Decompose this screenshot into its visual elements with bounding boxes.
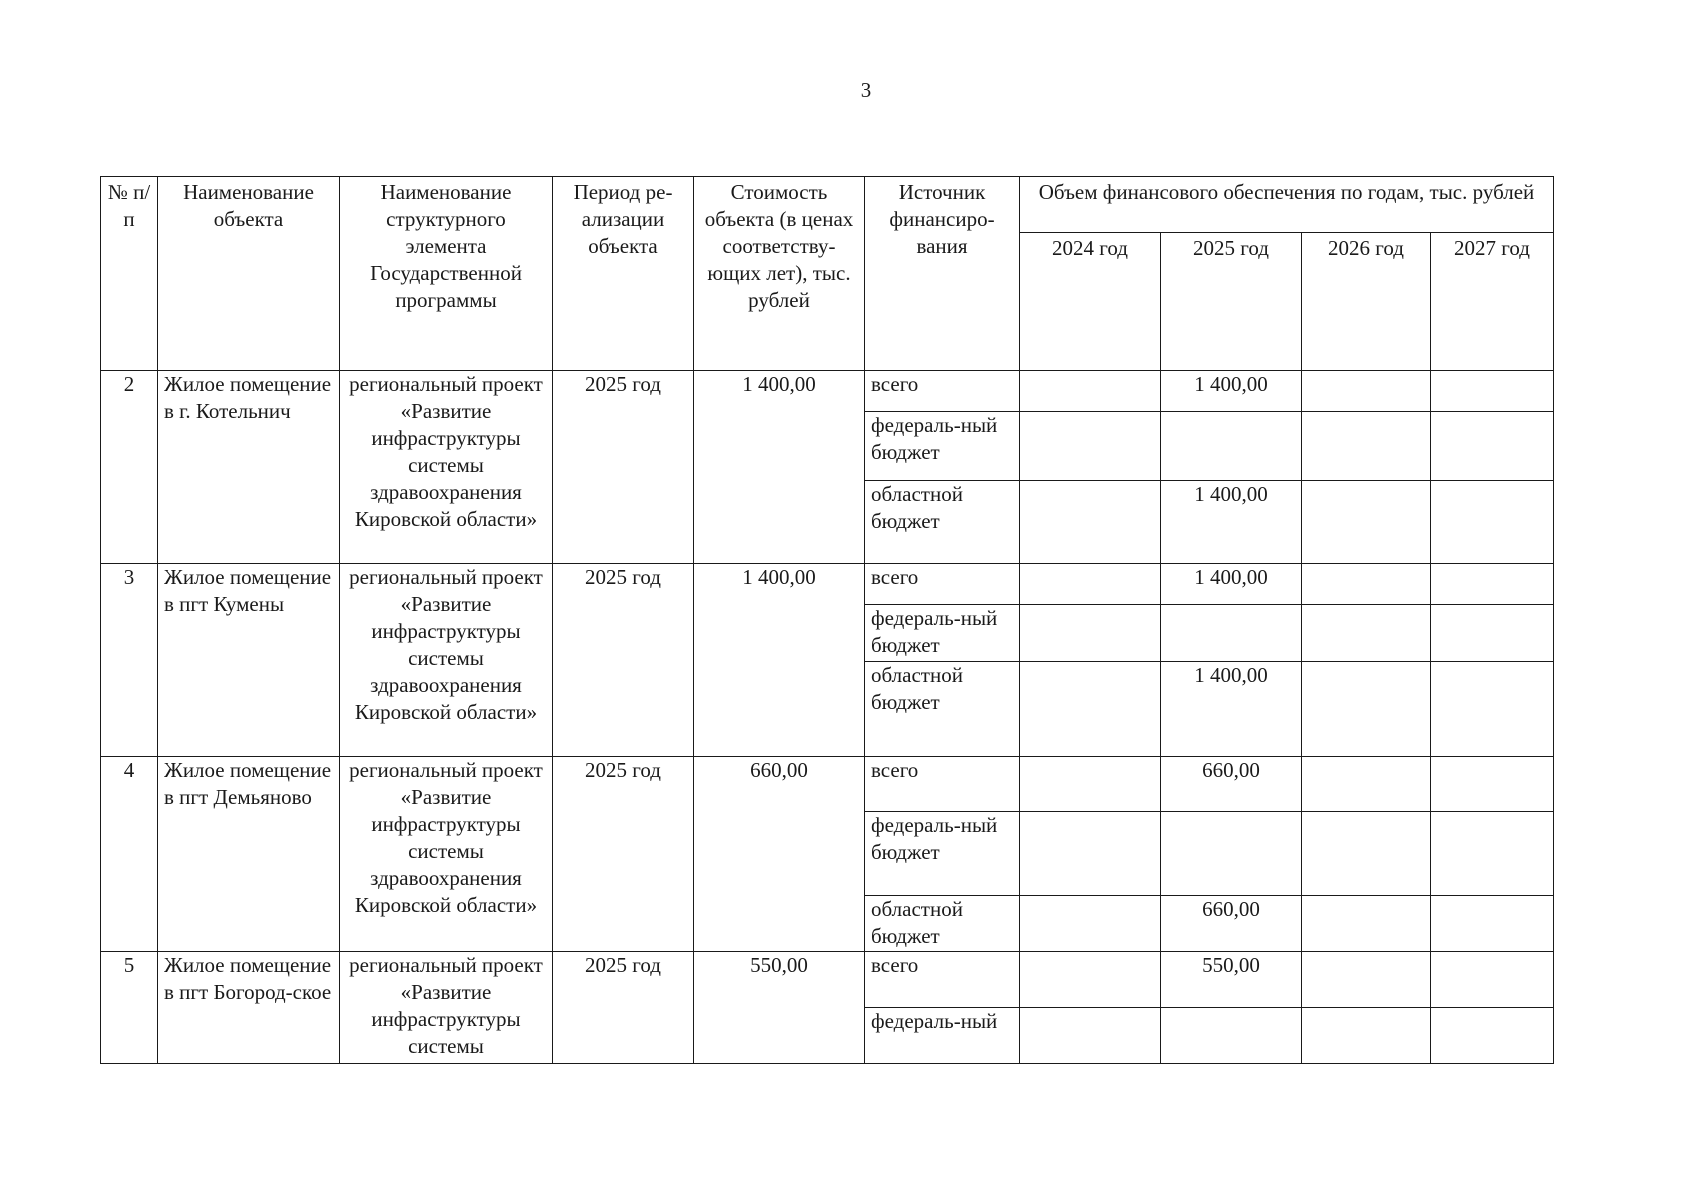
row-num: 2 [101, 371, 158, 564]
value-2027 [1431, 371, 1554, 412]
value-2027 [1431, 564, 1554, 605]
row-object-name: Жилое помещение в пгт Кумены [158, 564, 340, 757]
source-label: федераль-ный бюджет [865, 605, 1020, 662]
source-label: областной бюджет [865, 481, 1020, 564]
source-label: федераль-ный бюджет [865, 412, 1020, 481]
value-2025: 1 400,00 [1161, 564, 1302, 605]
row-num: 5 [101, 952, 158, 1064]
header-program-element: Наименование структурного элемента Государственной программы [340, 177, 553, 371]
row-period: 2025 год [553, 757, 694, 952]
row-period: 2025 год [553, 564, 694, 757]
header-source: Источник финансиро-вания [865, 177, 1020, 371]
value-2027 [1431, 481, 1554, 564]
value-2024 [1020, 481, 1161, 564]
value-2025 [1161, 1008, 1302, 1064]
value-2024 [1020, 757, 1161, 812]
row-num: 3 [101, 564, 158, 757]
header-period: Период ре-ализации объекта [553, 177, 694, 371]
value-2025: 660,00 [1161, 896, 1302, 952]
value-2025 [1161, 812, 1302, 896]
source-label: федераль-ный бюджет [865, 812, 1020, 896]
row-program-element: региональный проект «Развитие инфраструктуры системы здравоохранения Кировской области» [340, 371, 553, 564]
value-2027 [1431, 952, 1554, 1008]
value-2024 [1020, 371, 1161, 412]
value-2026 [1302, 371, 1431, 412]
value-2026 [1302, 896, 1431, 952]
header-cost: Стоимость объекта (в ценах соответству-ющих лет), тыс. рублей [694, 177, 865, 371]
value-2025: 660,00 [1161, 757, 1302, 812]
value-2027 [1431, 896, 1554, 952]
value-2024 [1020, 952, 1161, 1008]
table-row [101, 564, 1554, 605]
row-program-element: региональный проект «Развитие инфраструктуры системы здравоохранения Кировской области» [340, 564, 553, 757]
value-2024 [1020, 564, 1161, 605]
value-2025 [1161, 412, 1302, 481]
source-label: областной бюджет [865, 896, 1020, 952]
header-object-name: Наименование объекта [158, 177, 340, 371]
value-2026 [1302, 1008, 1431, 1064]
value-2026 [1302, 812, 1431, 896]
row-program-element: региональный проект «Развитие инфраструктуры системы [340, 952, 553, 1064]
value-2027 [1431, 412, 1554, 481]
row-object-name: Жилое помещение в пгт Богород-ское [158, 952, 340, 1064]
header-year-2026: 2026 год [1302, 233, 1431, 371]
value-2027 [1431, 1008, 1554, 1064]
source-label: федераль-ный [865, 1008, 1020, 1064]
value-2026 [1302, 412, 1431, 481]
value-2024 [1020, 812, 1161, 896]
value-2024 [1020, 662, 1161, 757]
value-2025: 1 400,00 [1161, 662, 1302, 757]
header-year-2025: 2025 год [1161, 233, 1302, 371]
source-label: всего [865, 371, 1020, 412]
source-label: всего [865, 757, 1020, 812]
value-2025: 550,00 [1161, 952, 1302, 1008]
value-2027 [1431, 662, 1554, 757]
value-2024 [1020, 896, 1161, 952]
value-2025: 1 400,00 [1161, 481, 1302, 564]
value-2024 [1020, 412, 1161, 481]
value-2025 [1161, 605, 1302, 662]
page-number: 3 [860, 78, 872, 102]
row-cost: 660,00 [694, 757, 865, 952]
row-cost: 1 400,00 [694, 564, 865, 757]
row-period: 2025 год [553, 952, 694, 1064]
row-program-element: региональный проект «Развитие инфраструктуры системы здравоохранения Кировской области» [340, 757, 553, 952]
table-row [101, 757, 1554, 812]
header-year-2027: 2027 год [1431, 233, 1554, 371]
header-financing-volume: Объем финансового обеспечения по годам, тыс. рублей [1020, 177, 1554, 233]
row-cost: 1 400,00 [694, 371, 865, 564]
value-2027 [1431, 757, 1554, 812]
source-label: областной бюджет [865, 662, 1020, 757]
source-label: всего [865, 564, 1020, 605]
table-row [101, 952, 1554, 1008]
value-2026 [1302, 605, 1431, 662]
value-2026 [1302, 481, 1431, 564]
row-object-name: Жилое помещение в пгт Демьяново [158, 757, 340, 952]
financing-table [100, 176, 1554, 1064]
value-2026 [1302, 564, 1431, 605]
value-2027 [1431, 812, 1554, 896]
value-2025: 1 400,00 [1161, 371, 1302, 412]
value-2027 [1431, 605, 1554, 662]
value-2024 [1020, 1008, 1161, 1064]
row-num: 4 [101, 757, 158, 952]
table-row [101, 371, 1554, 412]
value-2024 [1020, 605, 1161, 662]
header-num: № п/п [101, 177, 158, 371]
value-2026 [1302, 952, 1431, 1008]
source-label: всего [865, 952, 1020, 1008]
value-2026 [1302, 662, 1431, 757]
value-2026 [1302, 757, 1431, 812]
row-period: 2025 год [553, 371, 694, 564]
row-cost: 550,00 [694, 952, 865, 1064]
header-year-2024: 2024 год [1020, 233, 1161, 371]
row-object-name: Жилое помещение в г. Котельнич [158, 371, 340, 564]
